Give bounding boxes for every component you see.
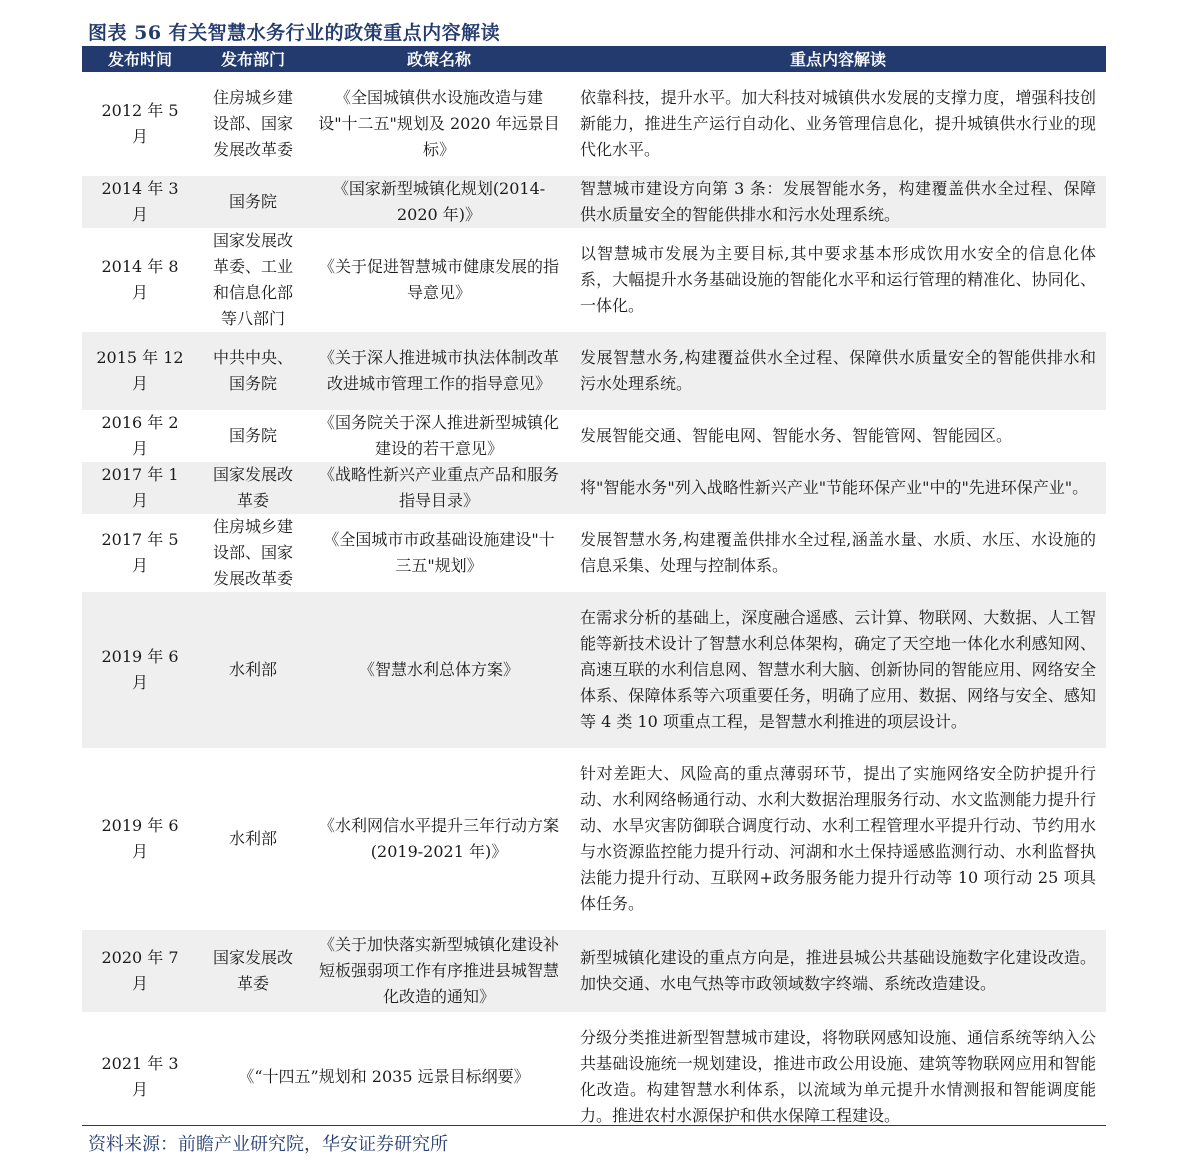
table-row [82,228,1106,332]
row-policy-name: 《水利网信水平提升三年行动方案(2019-2021 年)》 [318,816,559,861]
header-row [82,47,1106,72]
row-policy-name-merged: 《“十四五”规划和 2035 远景目标纲要》 [238,1067,530,1086]
row-dept: 国家发展改革委 [198,930,308,1012]
row-content: 在需求分析的基础上，深度融合遥感、云计算、物联网、大数据、人工智能等新技术设计了智慧水利总体架构，确定了天空地一体化水利感知网、高速互联的水利信息网、智慧水利大脑、创新协同的智能应用、网络安全体系、保障体系等六项重要任务，明确了应用、数据、网络与安全、感知等 4 类 10 项重点工程，是智慧水利推进的项层设计。 [570,592,1106,748]
row-policy-name: 《关于加快落实新型城镇化建设补短板强弱项工作有序推进县城智慧化改造的通知》 [308,930,570,1012]
row-dept: 中共中央、国务院 [198,332,308,410]
table-row [82,462,1106,514]
row-policy-name: 《战略性新兴产业重点产品和服务指导目录》 [308,462,570,514]
row-content: 发展智能交通、智能电网、智能水务、智能管网、智能园区。 [580,426,1013,445]
row-dept: 住房城乡建设部、国家发展改革委 [212,517,293,588]
table-row [82,410,1106,462]
row-content: 发展智慧水务,构建覆益供水全过程、保障供水质量安全的智能供排水和污水处理系统。 [570,332,1106,410]
table-row [82,72,1106,176]
row-date: 2014 年 3 月 [82,176,198,228]
row-date: 2021 年 3 月 [101,1054,179,1099]
row-date: 2019 年 6 月 [82,592,198,748]
row-content: 分级分类推进新型智慧城市建设，将物联网感知设施、通信系统等纳入公共基础设施统一规划建设，推进市政公用设施、建筑等物联网应用和智能化改造。构建智慧水利体系，以流域为单元提升水情测报和智能调度能力。推进农村水源保护和供水保障工程建设。 [580,1028,1096,1125]
row-policy-name: 《智慧水利总体方案》 [308,592,570,748]
row-date: 2017 年 5 月 [101,530,179,575]
table-row [82,930,1106,1012]
row-policy-name: 《关于促进智慧城市健康发展的指导意见》 [318,257,559,302]
table-row [82,1012,1106,1142]
row-date: 2016 年 2 月 [101,413,179,458]
row-content: 发展智慧水务,构建覆盖供排水全过程,涵盖水量、水质、水压、水设施的信息采集、处理与控制体系。 [580,530,1096,575]
row-policy-name: 《全国城市市政基础设施建设"十三五"规划》 [323,530,555,575]
row-dept: 水利部 [198,592,308,748]
row-content: 依靠科技，提升水平。加大科技对城镇供水发展的支撑力度，增强科技创新能力，推进生产运行自动化、业务管理信息化，提升城镇供水行业的现代化水平。 [580,88,1096,159]
row-dept: 国务院 [198,176,308,228]
row-date: 2019 年 6 月 [101,816,179,861]
header-date: 发布时间 [82,47,198,72]
row-policy-name: 《国家新型城镇化规划(2014-2020 年)》 [308,176,570,228]
row-date: 2012 年 5 月 [101,101,179,146]
row-date: 2015 年 12 月 [82,332,198,410]
footer-rule [82,1125,1106,1126]
table-row [82,176,1106,228]
row-dept: 国家发展改革委、工业和信息化部等八部门 [212,231,293,328]
header-dept: 发布部门 [198,47,308,72]
row-date: 2017 年 1 月 [82,462,198,514]
row-content: 新型城镇化建设的重点方向是，推进县城公共基础设施数字化建设改造。加快交通、水电气热等市政领域数字终端、系统改造建设。 [570,930,1106,1012]
row-dept: 国务院 [228,426,277,445]
table-row [82,332,1106,410]
source-note: 资料来源：前瞻产业研究院，华安证券研究所 [88,1134,448,1155]
header-name: 政策名称 [308,47,570,72]
table-caption: 图表 56 有关智慧水务行业的政策重点内容解读 [88,22,501,44]
row-policy-name: 《国务院关于深人推进新型城镇化建设的若干意见》 [318,413,559,458]
row-content: 以智慧城市发展为主要目标,其中要求基本形成饮用水安全的信息化体系，大幅提升水务基础设施的智能化水平和运行管理的精准化、协同化、一体化。 [580,244,1096,315]
row-content: 针对差距大、风险高的重点薄弱环节，提出了实施网络安全防护提升行动、水利网络畅通行动、水利大数据治理服务行动、水文监测能力提升行动、水旱灾害防御联合调度行动、水利工程管理水平提升行动、节约用水与水资源监控能力提升行动、河湖和水土保持遥感监测行动、水利监督执法能力提升行动、互联网+政务服务能力提升行动等 10 项行动 25 项具体任务。 [580,764,1096,913]
row-dept: 水利部 [228,829,277,848]
row-dept: 住房城乡建设部、国家发展改革委 [212,88,293,159]
table-row [82,514,1106,592]
row-date: 2020 年 7 月 [82,930,198,1012]
row-content: 智慧城市建设方向第 3 条：发展智能水务，构建覆盖供水全过程、保障供水质量安全的智能供排水和污水处理系统。 [570,176,1106,228]
row-policy-name: 《全国城镇供水设施改造与建设"十二五"规划及 2020 年远景目标》 [318,88,560,159]
header-content: 重点内容解读 [570,47,1106,72]
row-content: 将"智能水务"列入战略性新兴产业"节能环保产业"中的"先进环保产业"。 [570,462,1106,514]
policy-table [82,47,1106,1142]
row-dept: 国家发展改革委 [198,462,308,514]
row-date: 2014 年 8 月 [101,257,179,302]
row-policy-name: 《关于深人推进城市执法体制改革改进城市管理工作的指导意见》 [308,332,570,410]
table-row [82,748,1106,930]
table-row [82,592,1106,748]
